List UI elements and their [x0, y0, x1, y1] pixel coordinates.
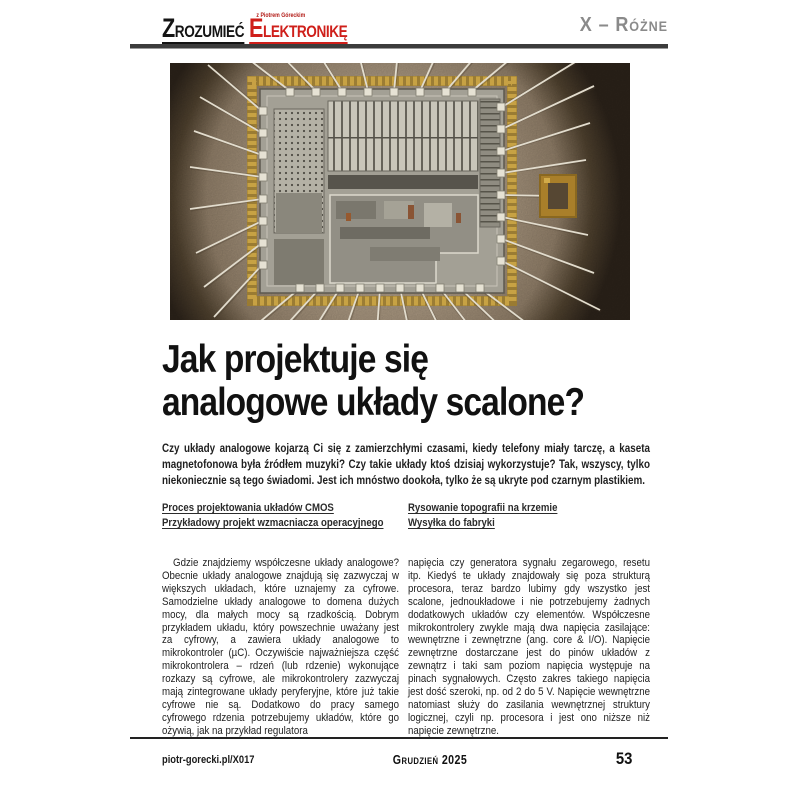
article-title	[162, 338, 609, 424]
header-rule	[130, 44, 668, 49]
topic-link-cmos-process[interactable]: Proces projektowania układów CMOS	[162, 502, 334, 514]
body-column-left	[162, 557, 399, 738]
topic-link-fab-shipping[interactable]: Wysyłka do fabryki	[408, 517, 495, 529]
logo-word-zrozumiec: ZROZUMIEĆ	[162, 13, 245, 43]
body-column-right	[408, 557, 650, 738]
section-label: X – Różne	[579, 14, 668, 36]
logo-word-elektronike: ELEKTRONIKĘ	[248, 13, 348, 43]
topic-column-right	[408, 501, 650, 531]
page-header	[132, 12, 668, 44]
article-lead: Czy układy analogowe kojarzą Ci się z zamierzchłymi czasami, kiedy telefony miały tarczę, a kaseta magnetofonowa była źródłem muzyki? Czy takie układy ktoś dzisiaj wykorzystuje? Tak, wszyscy, tylko niekoniecznie są tego świadomi. Jest ich mnóstwo dookoła, tylko że są ukryte pod czarnym plastikiem.	[162, 442, 651, 488]
title-line-1: Jak projektuje się	[162, 338, 429, 381]
ic-die-photo	[170, 63, 630, 320]
body-column-right-text: napięcia czy generatora sygnału zegarowego, resetu itp. Kiedyś te układy znajdowały się poza strukturą procesora, teraz bardzo lubimy gdy wszystko jest scalone, jednoukładowe i nie potrzebujemy żadnych dodatkowych układów czy elementów. Współczesne mikrokontrolery zwykle mają dwa napięcia zasilające: wewnętrzne i zewnętrzne (ang. core & I/O). Napięcie zewnętrzne dostarczane jest do pinów układów z zewnątrz i taki sam poziom napięcia występuje na pinach sygnałowych. Często zakres takiego napięcia jest dość szeroki, np. od 2 do 5 V. Napięcie wewnętrzne natomiast służy do zasilania wewnętrznej struktury logicznej, czyli np. procesora i jest ono niższe niż napięcie zewnętrzne.	[408, 557, 650, 737]
footer-page-number: 53	[615, 750, 632, 768]
footer-issue-date: Grudzień 2025	[392, 753, 468, 767]
topic-link-silicon-layout[interactable]: Rysowanie topografii na krzemie	[408, 502, 558, 514]
topic-column-left	[162, 501, 402, 531]
article-body	[162, 557, 650, 737]
magazine-logo	[162, 12, 348, 44]
page-footer	[132, 752, 668, 772]
logo-tagline: z Piotrem Góreckim	[256, 12, 306, 19]
footer-rule	[130, 737, 668, 739]
ic-die-illustration	[170, 63, 630, 320]
topic-link-opamp-project[interactable]: Przykładowy projekt wzmacniacza operacyjnego	[162, 517, 384, 529]
lead-wrap	[162, 441, 650, 490]
title-line-2: analogowe układy scalone?	[162, 381, 585, 424]
body-column-left-text: Gdzie znajdziemy współczesne układy analogowe? Obecnie układy analogowe znajdują się zazwyczaj w większych układach, które uznajemy za cyfrowe. Samodzielne układy analogowe to domena dużych mocy, dla małych mocy są rzadkością. Dobrym przykładem układu, który powszechnie uważany jest za cyfrowy, a zawiera układy analogowe to mikrokontroler (µC). Oczywiście najważniejsza część mikrokontrolera – rdzeń (lub rdzenie) wykonujące rozkazy są cyfrowe, ale mikrokontrolery zazwyczaj mają zintegrowane układy peryferyjne, które już takie cyfrowe nie są. Dodatkowo do pracy samego cyfrowego rdzenia potrzebujemy układów, które go ożywią, jak na przykład regulatora	[162, 557, 400, 737]
footer-site-url[interactable]: piotr-gorecki.pl/X017	[162, 754, 255, 766]
